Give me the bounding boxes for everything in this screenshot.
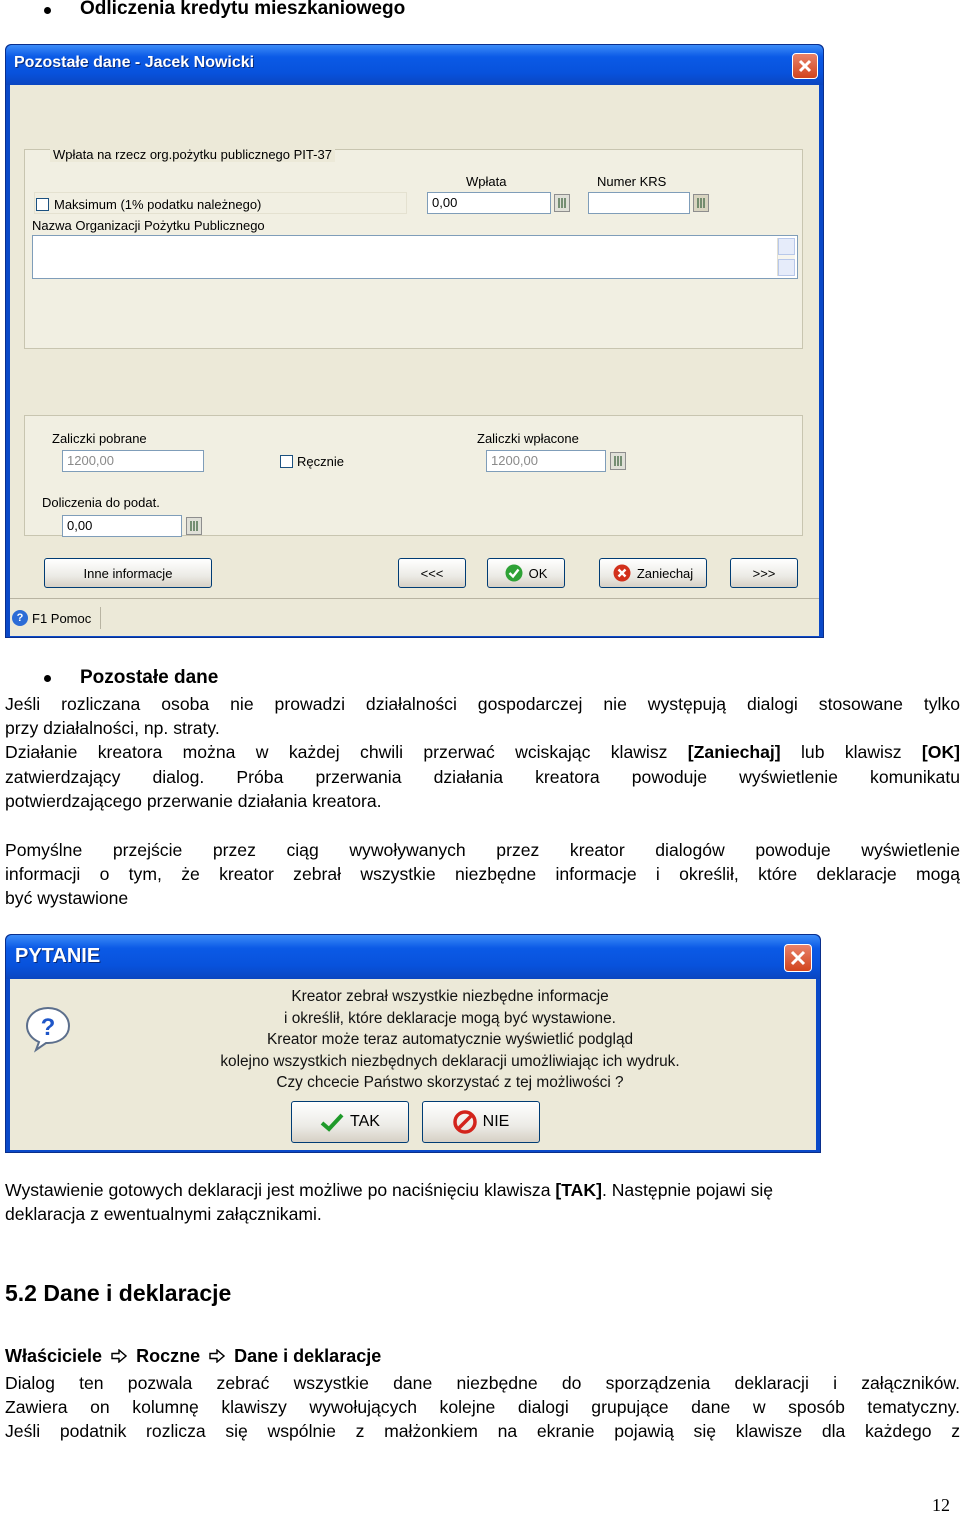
paragraph-3-line-2: deklaracja z ewentualnymi załącznikami. (5, 1204, 322, 1225)
cancel-icon (613, 564, 631, 582)
bullet-dot (44, 7, 51, 14)
nie-label: NIE (482, 1113, 510, 1130)
dialog-titlebar (6, 45, 823, 85)
zaliczki-pobrane-input[interactable]: 1200,00 (62, 450, 204, 472)
calculator-icon[interactable] (554, 194, 570, 212)
section-bullet-2 (0, 668, 960, 692)
paragraph-2 (5, 838, 960, 911)
inne-informacje-label: Inne informacje (83, 565, 173, 581)
org-name-scrollbar[interactable] (777, 238, 795, 276)
group-opp-title: Wpłata na rzecz org.pożytku publicznego PIT-37 (50, 147, 335, 162)
breadcrumb-item-1: Właściciele (5, 1346, 103, 1366)
pytanie-body (10, 979, 816, 1150)
wplata-label: Wpłata (466, 174, 507, 189)
zaliczki-wplacone-label: Zaliczki wpłacone (477, 431, 579, 446)
close-icon (797, 58, 813, 74)
close-icon (789, 949, 807, 967)
krs-input[interactable] (588, 192, 690, 214)
pytanie-titlebar (6, 935, 820, 979)
pytanie-msg-5: Czy chcecie Państwo skorzystać z tej możliwości ? (276, 1074, 624, 1091)
pytanie-msg-1: Kreator zebrał wszystkie niezbędne informacje (291, 988, 609, 1005)
help-label: F1 Pomoc (32, 610, 92, 626)
page-number: 12 (932, 1495, 950, 1515)
doliczenia-label: Doliczenia do podat. (42, 495, 160, 510)
tak-label: TAK (350, 1113, 380, 1130)
ok-button[interactable] (487, 558, 565, 588)
krs-label: Numer KRS (597, 174, 667, 189)
no-entry-icon (453, 1110, 477, 1134)
pytanie-msg-4: kolejno wszystkich niezbędnych deklaracji umożliwiając ich wydruk. (220, 1052, 680, 1070)
paragraph-1-line-2: przy działalności, np. straty. (5, 718, 220, 739)
paragraph-4-line-3: Jeśli podatnik rozlicza się wspólnie z małżonkiem na ekranie pojawią się klawisze dla każdego z (5, 1421, 960, 1442)
pytanie-msg-3: Kreator może teraz automatycznie wyświetlić podgląd (266, 1031, 634, 1048)
question-icon (24, 1005, 72, 1053)
paragraph-1-line-3 (5, 740, 960, 764)
p1l3-b: [Zaniechaj] (687, 742, 781, 763)
org-name-label: Nazwa Organizacji Pożytku Publicznego (32, 218, 265, 233)
dialog-body (10, 85, 819, 635)
pytanie-title: PYTANIE (15, 945, 101, 967)
breadcrumb-item-3: Dane i deklaracje (234, 1346, 382, 1366)
paragraph-4-line-2: Zawiera on kolumnę klawiszy wywołujących kolejne dialogi grupujące dane w sposób tematyczny. (5, 1397, 960, 1418)
max-checkbox-frame (34, 192, 407, 214)
p3l1-a: Wystawienie gotowych deklaracji jest możliwe po naciśnięciu klawisza (5, 1180, 556, 1200)
bullet-dot (44, 675, 51, 682)
zaliczki-wplacone-input[interactable]: 1200,00 (486, 450, 606, 472)
check-icon (320, 1112, 344, 1132)
breadcrumb-item-2: Roczne (136, 1346, 201, 1366)
inne-informacje-button[interactable] (44, 558, 212, 588)
tak-button[interactable] (291, 1101, 409, 1143)
breadcrumb (5, 1346, 381, 1367)
p3l1-b: [TAK] (555, 1180, 602, 1200)
calculator-icon-3[interactable] (186, 517, 202, 535)
p1l3-a: Działanie kreatora można w każdej chwili przerwać wciskając klawisz (5, 742, 688, 763)
zaniechaj-label: Zaniechaj (636, 565, 694, 581)
scroll-down-icon[interactable] (778, 259, 795, 276)
dialog-pozostale-dane (5, 44, 824, 638)
scroll-up-icon[interactable] (778, 238, 795, 255)
p3l1-c: . Następnie pojawi się (601, 1180, 774, 1200)
paragraph-1 (5, 692, 960, 813)
p1l3-d: [OK] (921, 742, 960, 763)
paragraph-2-line-1: Pomyślne przejście przez ciąg wywoływanych przez kreator dialogów powoduje wyświetlenie (5, 840, 960, 860)
arrow-right-icon (111, 1349, 127, 1363)
section-bullet-1-text: Odliczenia kredytu mieszkaniowego (80, 0, 406, 19)
paragraph-2-line-3: być wystawione (5, 888, 129, 909)
max-checkbox-label: Maksimum (1% podatku należnego) (54, 197, 262, 212)
close-button[interactable] (792, 53, 818, 79)
ok-label: OK (528, 565, 548, 581)
calculator-icon-2[interactable] (610, 452, 626, 470)
paragraph-1-line-4: zatwierdzający dialog. Próba przerwania działania kreatora powoduje wyświetlenie komunikatu (5, 766, 960, 787)
help-icon: ? (12, 610, 28, 626)
paragraph-1-line-5: potwierdzającego przerwanie działania kreatora. (5, 790, 382, 811)
zaliczki-pobrane-label: Zaliczki pobrane (52, 431, 147, 446)
reczne-checkbox[interactable] (280, 455, 293, 468)
org-name-textarea[interactable] (32, 235, 798, 279)
help-button[interactable] (12, 607, 101, 629)
pytanie-msg-2: i określił, które deklaracje mogą być wystawione. (284, 1009, 616, 1027)
section-bullet-2-text: Pozostałe dane (80, 667, 219, 688)
arrow-right-icon (209, 1349, 225, 1363)
wplata-input[interactable]: 0,00 (427, 192, 551, 214)
svg-text:?: ? (40, 1014, 56, 1041)
paragraph-4-line-1: Dialog ten pozwala zebrać wszystkie dane niezbędne do sporządzenia deklaracji i załączników. (5, 1373, 960, 1393)
zaniechaj-button[interactable] (599, 558, 707, 588)
nie-button[interactable] (422, 1101, 540, 1143)
reczne-label: Ręcznie (297, 454, 344, 469)
paragraph-3-line-1 (5, 1178, 960, 1202)
next-button[interactable] (730, 558, 798, 588)
lookup-icon[interactable] (693, 194, 709, 212)
paragraph-1-line-1: Jeśli rozliczana osoba nie prowadzi działalności gospodarczej nie występują dialogi stosowane tylko (5, 694, 960, 714)
paragraph-3 (5, 1178, 960, 1226)
section-heading: 5.2 Dane i deklaracje (5, 1280, 232, 1306)
pytanie-close-button[interactable] (784, 944, 812, 972)
previous-button[interactable] (398, 558, 466, 588)
next-label: >>> (752, 565, 776, 581)
doliczenia-input[interactable]: 0,00 (62, 515, 182, 537)
check-icon (505, 564, 523, 582)
dialog-pytanie (5, 934, 821, 1153)
p1l3-c: lub klawisz (780, 742, 922, 763)
pytanie-message (190, 986, 710, 1094)
previous-label: <<< (420, 565, 444, 581)
paragraph-2-line-2: informacji o tym, że kreator zebrał wszystkie niezbędne informacje i określił, które deklaracje mogą (5, 864, 960, 885)
paragraph-4 (5, 1371, 960, 1444)
status-bar (10, 598, 819, 636)
section-bullet-1 (0, 0, 960, 24)
dialog-title: Pozostałe dane - Jacek Nowicki (14, 54, 255, 71)
